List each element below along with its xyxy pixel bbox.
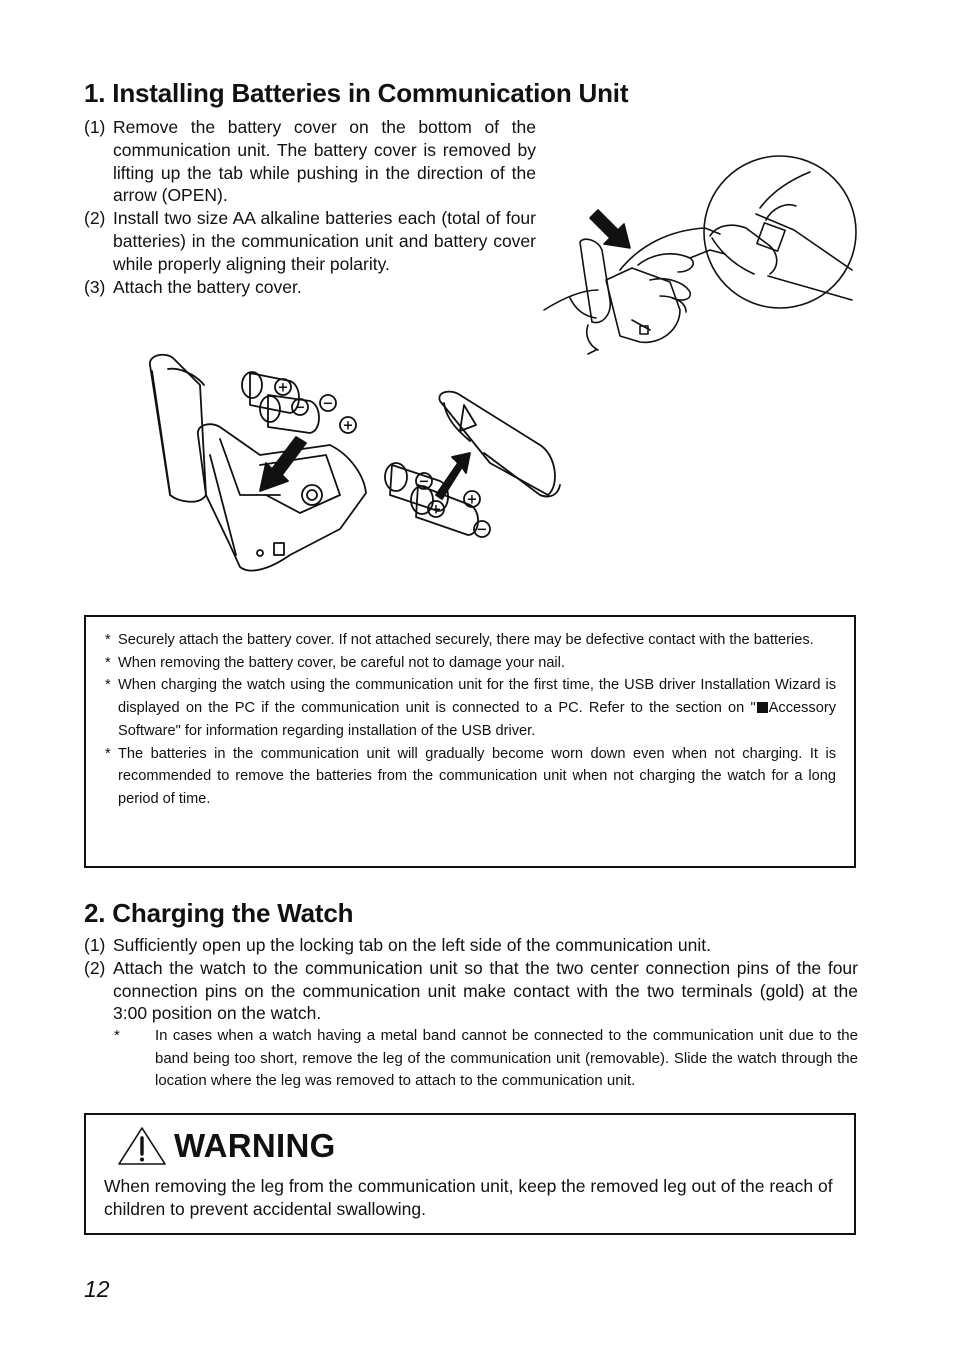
note-text: Securely attach the battery cover. If not attached securely, there may be defective contact with the batteries. — [118, 632, 814, 648]
note-asterisk: * — [105, 654, 111, 671]
step-text: Attach the battery cover. — [113, 276, 302, 297]
step-text: Remove the battery cover on the bottom of the communication unit. The battery cover is removed by lifting up the tab while pushing in the direction of the arrow (OPEN). — [113, 117, 536, 206]
cover-removal-illustration — [540, 150, 860, 360]
battery-polarity-mark: + — [430, 502, 442, 518]
step-number: (2) — [84, 957, 106, 978]
note-text: When removing the battery cover, be careful not to damage your nail. — [118, 654, 565, 671]
step-number: (1) — [84, 117, 106, 137]
step-item — [84, 116, 536, 207]
note-asterisk: * — [114, 1027, 120, 1045]
battery-polarity-mark: − — [418, 474, 430, 490]
step-item — [84, 934, 858, 957]
battery-polarity-mark: − — [322, 396, 334, 412]
charging-steps — [84, 934, 858, 1093]
note-asterisk: * — [105, 745, 111, 762]
section-title-installing-batteries: 1. Installing Batteries in Communication Unit — [84, 78, 629, 108]
battery-polarity-mark: + — [466, 492, 478, 508]
warning-header — [116, 1125, 336, 1167]
step-item — [84, 957, 858, 1025]
section-title-charging-watch: 2. Charging the Watch — [84, 898, 354, 928]
page-number: 12 — [84, 1276, 110, 1302]
step-item — [84, 276, 536, 299]
charging-subnote — [114, 1025, 858, 1093]
subnote-text: In cases when a watch having a metal band cannot be connected to the communication unit due to the band being too short, remove the leg of the communication unit (removable). Slide the watch through the location where the leg was removed to attach to the communication unit. — [155, 1027, 858, 1090]
step-text: Sufficiently open up the locking tab on the left side of the communication unit. — [113, 935, 711, 955]
battery-install-steps — [84, 116, 536, 298]
battery-polarity-mark: − — [294, 400, 306, 416]
notes-list — [86, 617, 854, 811]
warning-box — [84, 1113, 856, 1235]
step-number: (3) — [84, 276, 106, 297]
note-text: The batteries in the communication unit will gradually become worn down even when not charging. It is recommended to remove the batteries from the communication unit when not charging the watch for a long period of time. — [118, 745, 836, 807]
battery-polarity-mark: − — [476, 522, 488, 538]
warning-triangle-icon — [116, 1125, 168, 1167]
note-text: When charging the watch using the communication unit for the first time, the USB driver Installation Wizard is displayed on the PC if the communication unit is connected to a PC. Refer to the section on " — [118, 677, 836, 717]
step-text: Attach the watch to the communication unit so that the two center connection pins of the four connection pins on the communication unit make contact with the two terminals (gold) at the 3:00 position on the watch. — [113, 957, 858, 1024]
note-item — [105, 652, 836, 675]
battery-notes-box — [84, 615, 856, 868]
battery-polarity-mark: + — [342, 418, 354, 434]
warning-text: When removing the leg from the communication unit, keep the removed leg out of the reach of children to prevent accidental swallowing. — [104, 1176, 833, 1219]
battery-polarity-mark: + — [277, 380, 289, 396]
black-square-icon — [757, 702, 768, 713]
battery-insertion-illustration — [140, 345, 570, 585]
note-item — [105, 629, 836, 652]
warning-title: WARNING — [174, 1127, 336, 1164]
step-item — [84, 207, 536, 275]
note-asterisk: * — [105, 632, 111, 648]
note-asterisk: * — [105, 677, 111, 694]
step-number: (2) — [84, 208, 106, 229]
note-item — [105, 743, 836, 811]
step-text: Install two size AA alkaline batteries each (total of four batteries) in the communication unit and battery cover while properly aligning their polarity. — [113, 208, 536, 274]
step-number: (1) — [84, 935, 106, 955]
note-item — [105, 674, 836, 742]
note-text: Accessory Software" for information regarding installation of the USB driver. — [118, 700, 836, 739]
